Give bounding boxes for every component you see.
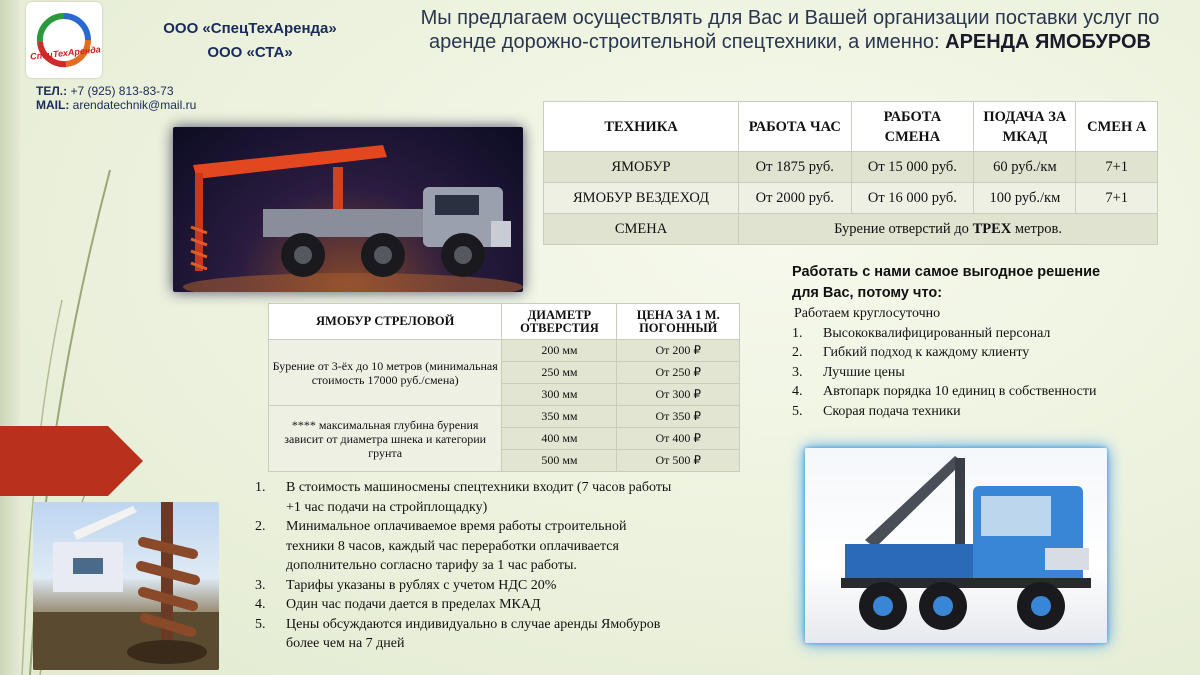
mail-line xyxy=(36,98,196,112)
why-us-section xyxy=(792,262,1122,421)
table-cell: 100 руб./км xyxy=(974,183,1076,214)
why-us-subtitle: Работаем круглосуточно xyxy=(794,306,941,321)
table-cell: 250 мм xyxy=(502,362,617,384)
table-cell: 7+1 xyxy=(1076,152,1158,183)
drill-note-cell: **** максимальная глубина бурения зависит от диаметра шнека и категории грунта xyxy=(269,406,502,472)
table-row xyxy=(544,183,1158,214)
list-item xyxy=(255,615,675,654)
table-cell: От 15 000 руб. xyxy=(851,152,974,183)
table-cell: 400 мм xyxy=(502,428,617,450)
main-table-header-row xyxy=(544,102,1158,152)
table-row xyxy=(269,340,740,362)
auger-truck-photo xyxy=(173,127,523,292)
drill-table-header-row xyxy=(269,304,740,340)
kamaz-drill-truck-photo xyxy=(805,448,1107,643)
header-cell: ЯМОБУР СТРЕЛОВОЙ xyxy=(269,304,502,340)
list-text: Высококвалифицированный персонал xyxy=(823,325,1051,341)
list-text: Лучшие цены xyxy=(823,364,905,380)
table-cell: От 250 ₽ xyxy=(617,362,740,384)
shift-text-pre: Бурение отверстий до xyxy=(834,220,969,237)
table-cell: ЯМОБУР ВЕЗДЕХОД xyxy=(544,183,739,214)
list-text: Тарифы указаны в рублях с учетом НДС 20% xyxy=(286,577,557,593)
table-cell: От 500 ₽ xyxy=(617,450,740,472)
header-cell: СМЕН А xyxy=(1076,102,1158,152)
phone-line xyxy=(36,84,174,98)
table-row xyxy=(544,152,1158,183)
list-text: Скорая подача техники xyxy=(823,403,961,419)
list-number: 4. xyxy=(255,597,266,612)
drill-truck-illustration xyxy=(173,127,523,292)
list-number: 3. xyxy=(792,364,803,380)
table-cell: ЯМОБУР xyxy=(544,152,739,183)
list-item xyxy=(792,343,1122,363)
company-short-name: ООО «СТА» xyxy=(207,44,293,61)
header-cell: ЦЕНА ЗА 1 М. ПОГОННЫЙ xyxy=(617,304,740,340)
list-text: Минимальное оплачиваемое время работы строительной техники 8 часов, каждый час переработки оплачивается дополнительно согласно тарифу за 1 час работы. xyxy=(286,519,627,573)
list-item xyxy=(255,517,675,576)
list-text: Цены обсуждаются индивидуально в случае аренды Ямобуров более чем на 7 дней xyxy=(286,616,661,651)
main-price-table xyxy=(543,101,1158,245)
conditions-list xyxy=(255,478,675,654)
company-logo xyxy=(26,2,102,78)
table-cell: 60 руб./км xyxy=(974,152,1076,183)
table-cell: 7+1 xyxy=(1076,183,1158,214)
company-name: ООО «СпецТехАренда» xyxy=(163,20,337,37)
header-cell: РАБОТА ЧАС xyxy=(739,102,851,152)
table-cell: 500 мм xyxy=(502,450,617,472)
table-cell: От 16 000 руб. xyxy=(851,183,974,214)
mail-label: MAIL: xyxy=(36,98,70,112)
list-text: Автопарк порядка 10 единиц в собственности xyxy=(823,384,1097,399)
header-cell: ТЕХНИКА xyxy=(544,102,739,152)
logo-text: СпецТехАренда xyxy=(29,44,102,62)
header-cell: РАБОТА СМЕНА xyxy=(851,102,974,152)
table-row xyxy=(544,214,1158,245)
headline xyxy=(400,6,1180,54)
list-number: 5. xyxy=(792,403,803,419)
phone-label: ТЕЛ.: xyxy=(36,84,68,98)
list-text: Гибкий подход к каждому клиенту xyxy=(823,345,1030,360)
shift-text-post: метров. xyxy=(1014,220,1062,237)
logo-swirl-icon xyxy=(26,2,102,78)
table-cell: От 1875 руб. xyxy=(739,152,851,183)
why-us-title: Работать с нами самое выгодное решение для Вас, потому что: xyxy=(792,264,1101,301)
shift-text-bold: ТРЕХ xyxy=(972,220,1012,237)
list-text: Один час подачи дается в пределах МКАД xyxy=(286,597,541,612)
list-item xyxy=(255,478,675,517)
list-number: 5. xyxy=(255,616,266,632)
header-cell: ДИАМЕТР ОТВЕРСТИЯ xyxy=(502,304,617,340)
headline-bold: АРЕНДА ЯМОБУРОВ xyxy=(945,31,1151,53)
list-number: 4. xyxy=(792,384,803,399)
list-item xyxy=(792,363,1122,383)
list-item xyxy=(255,595,675,615)
list-text: В стоимость машиносмены спецтехники входит (7 часов работы +1 час подачи на стройплощадку) xyxy=(286,480,672,515)
table-row xyxy=(269,406,740,428)
drill-price-table xyxy=(268,303,740,472)
table-cell: 350 мм xyxy=(502,406,617,428)
table-cell: От 300 ₽ xyxy=(617,384,740,406)
list-item xyxy=(792,324,1122,344)
table-cell: От 400 ₽ xyxy=(617,428,740,450)
table-cell: 300 мм xyxy=(502,384,617,406)
headline-text: Мы предлагаем осуществлять для Вас и Вашей организации поставки услуг по аренде дорожно-строительной спецтехники, а именно: xyxy=(420,7,1160,53)
red-arrow-decoration xyxy=(0,426,143,496)
blue-truck-illustration xyxy=(805,448,1107,643)
table-cell: От 2000 руб. xyxy=(739,183,851,214)
phone-number[interactable]: +7 (925) 813-83-73 xyxy=(70,84,174,98)
list-number: 3. xyxy=(255,577,266,593)
shift-text-cell xyxy=(739,214,1158,245)
table-cell: От 200 ₽ xyxy=(617,340,740,362)
auger-drilling-photo xyxy=(33,502,219,670)
list-item xyxy=(792,402,1122,422)
shift-label-cell: СМЕНА xyxy=(544,214,739,245)
mail-address[interactable]: arendatechnik@mail.ru xyxy=(72,98,197,112)
list-item xyxy=(792,382,1122,402)
drill-note-cell: Бурение от 3-ёх до 10 метров (минимальная стоимость 17000 руб./смена) xyxy=(269,340,502,406)
table-cell: От 350 ₽ xyxy=(617,406,740,428)
table-cell: 200 мм xyxy=(502,340,617,362)
list-number: 1. xyxy=(792,325,803,341)
list-number: 1. xyxy=(255,480,266,495)
list-number: 2. xyxy=(792,345,803,360)
auger-closeup-illustration xyxy=(33,502,219,670)
list-item xyxy=(255,576,675,596)
header-cell: ПОДАЧА ЗА МКАД xyxy=(974,102,1076,152)
list-number: 2. xyxy=(255,519,266,534)
